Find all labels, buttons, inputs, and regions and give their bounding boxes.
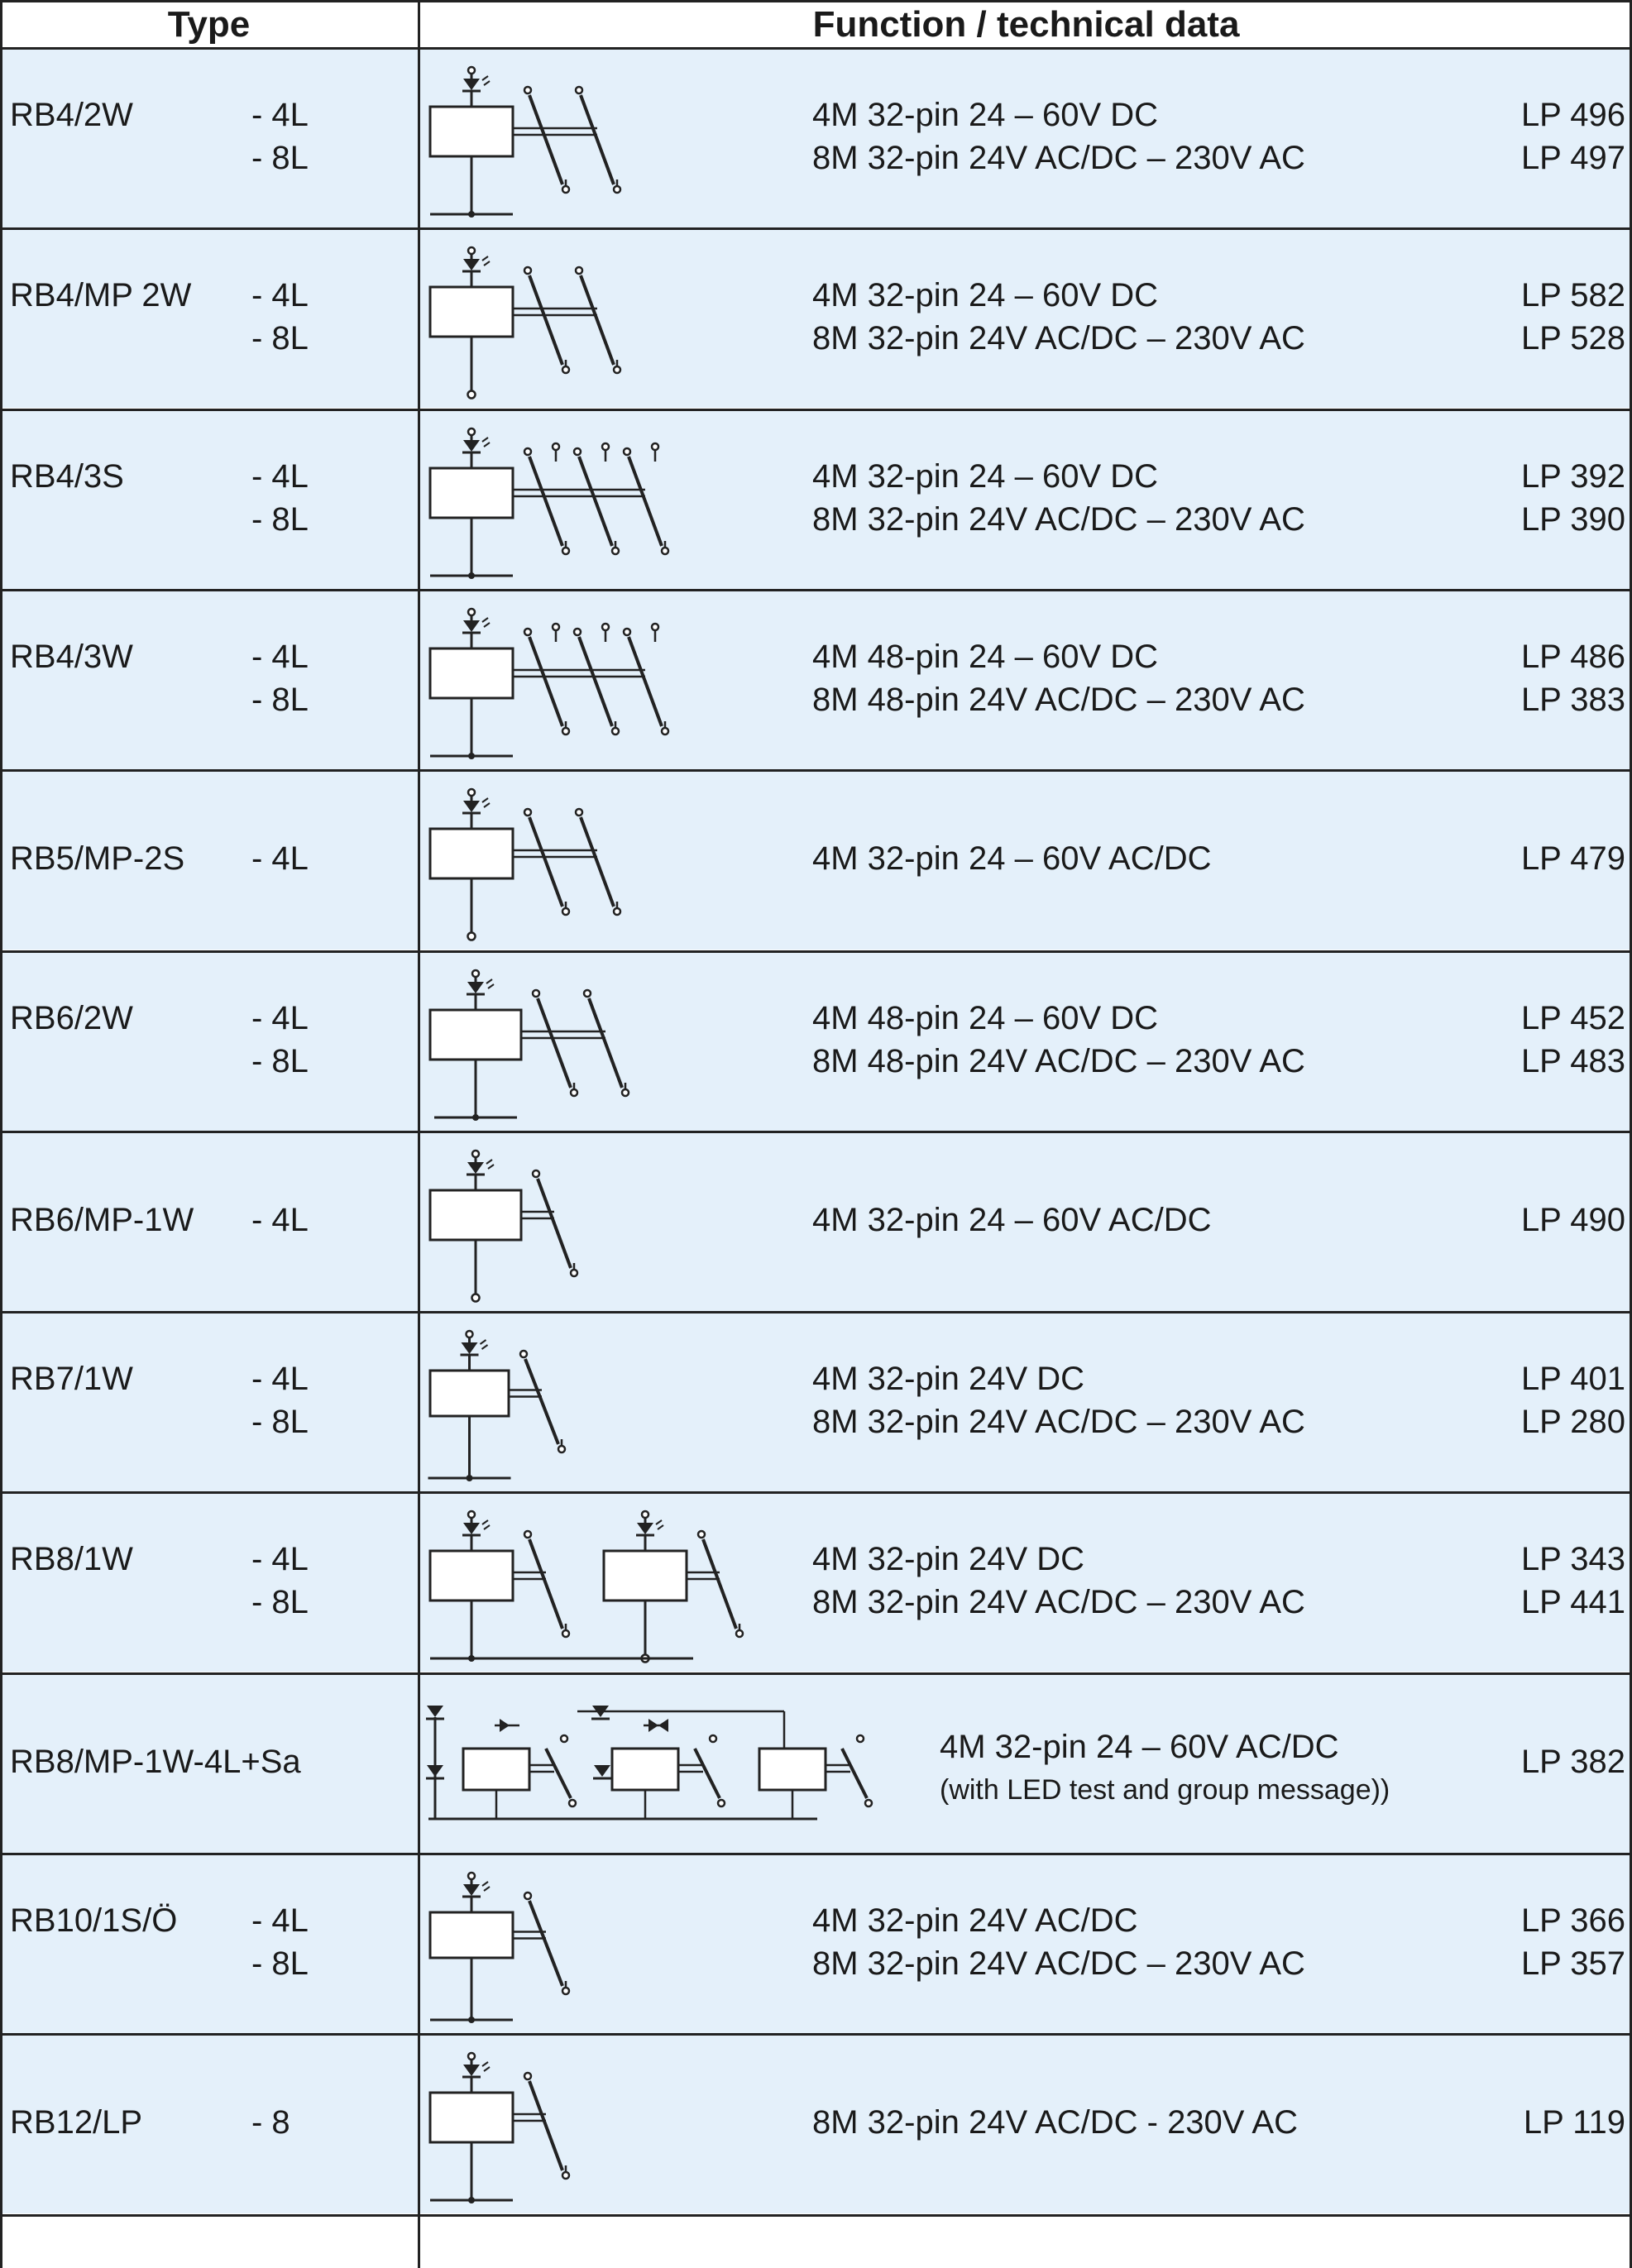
- spec-text: 4M 32-pin 24 – 60V AC/DC: [940, 1728, 1339, 1765]
- spec-text: 4M 32-pin 24 – 60V DC: [812, 277, 1159, 314]
- function-column-header: Function / technical data: [812, 4, 1240, 45]
- row-divider: [0, 1131, 1632, 1133]
- spec-text: 4M 32-pin 24 – 60V DC: [812, 457, 1159, 495]
- function-cell: [420, 591, 1632, 769]
- type-cell: [0, 229, 418, 408]
- spec-text: 8M 48-pin 24V AC/DC – 230V AC: [812, 1042, 1305, 1079]
- table-header: [0, 0, 1632, 48]
- function-cell: [420, 410, 1632, 589]
- function-cell: [420, 229, 1632, 408]
- type-cell: [0, 1493, 418, 1672]
- function-cell: [420, 771, 1632, 950]
- spec-text: 4M 32-pin 24 – 60V DC: [812, 97, 1159, 133]
- spec-text: 4M 32-pin 24V DC: [812, 1541, 1085, 1578]
- type-cell: [0, 1854, 418, 2033]
- variant-label: - 8L: [251, 1042, 309, 1079]
- spec-text: 4M 32-pin 24 – 60V AC/DC: [812, 840, 1212, 878]
- spec-text: 8M 32-pin 24V AC/DC – 230V AC: [812, 1404, 1305, 1441]
- row-divider: [0, 769, 1632, 772]
- type-name: RB4/2W: [10, 97, 133, 133]
- type-cell: [0, 49, 418, 227]
- relay-circuit-diagram: [420, 1674, 883, 1853]
- variant-label: - 4L: [251, 457, 309, 495]
- variant-label: - 4L: [251, 1201, 309, 1238]
- row-divider: [0, 950, 1632, 953]
- variant-label: - 4L: [251, 840, 309, 878]
- type-name: RB10/1S/Ö: [10, 1902, 178, 1939]
- lp-number: LP 366: [1520, 1902, 1625, 1939]
- type-name: RB12/LP: [10, 2104, 143, 2141]
- table-row: [0, 591, 1632, 769]
- variant-label: - 4L: [251, 97, 309, 133]
- table-row: [0, 1132, 1632, 1311]
- type-cell: [0, 952, 418, 1131]
- variant-label: - 4L: [251, 638, 309, 675]
- spec-text: 8M 32-pin 24V AC/DC – 230V AC: [812, 140, 1305, 176]
- function-cell: [420, 1493, 1632, 1672]
- type-name: RB4/3W: [10, 638, 133, 675]
- spec-text: 4M 48-pin 24 – 60V DC: [812, 638, 1159, 675]
- variant-label: - 8L: [251, 681, 309, 718]
- variant-label: - 4L: [251, 1361, 309, 1398]
- spec-text: 8M 32-pin 24V AC/DC – 230V AC: [812, 320, 1305, 357]
- row-divider: [0, 0, 1632, 2]
- lp-number: LP 343: [1520, 1541, 1625, 1578]
- function-cell: [420, 1313, 1632, 1491]
- type-cell: [0, 1313, 418, 1491]
- type-name: RB6/MP-1W: [10, 1201, 194, 1238]
- spec-text: 8M 32-pin 24V AC/DC – 230V AC: [812, 1584, 1305, 1621]
- lp-number: LP 401: [1520, 1361, 1625, 1398]
- function-cell: [420, 49, 1632, 227]
- type-name: RB4/3S: [10, 457, 124, 495]
- lp-number: LP 483: [1520, 1042, 1625, 1079]
- table-row: [0, 2035, 1632, 2213]
- variant-label: - 8L: [251, 1584, 309, 1621]
- lp-number: LP 496: [1520, 97, 1625, 133]
- variant-label: - 4L: [251, 277, 309, 314]
- type-name: RB8/MP-1W-4L+Sa: [10, 1743, 301, 1780]
- variant-label: - 8L: [251, 1945, 309, 1982]
- row-divider: [0, 1311, 1632, 1313]
- lp-number: LP 119: [1523, 2104, 1625, 2141]
- row-divider: [0, 2214, 1632, 2217]
- spec-note: (with LED test and group message)): [940, 1773, 1390, 1806]
- spec-text: 8M 32-pin 24V AC/DC - 230V AC: [812, 2104, 1298, 2141]
- lp-number: LP 528: [1520, 320, 1625, 357]
- lp-number: LP 382: [1520, 1743, 1625, 1780]
- spec-text: 8M 32-pin 24V AC/DC – 230V AC: [812, 500, 1305, 538]
- lp-number: LP 497: [1520, 140, 1625, 176]
- lp-number: LP 452: [1520, 999, 1625, 1036]
- lp-number: LP 486: [1520, 638, 1625, 675]
- table-row: [0, 1854, 1632, 2033]
- function-cell: [420, 1132, 1632, 1311]
- variant-label: - 8L: [251, 1404, 309, 1441]
- type-column-header: Type: [167, 4, 251, 45]
- type-name: RB6/2W: [10, 999, 133, 1036]
- function-cell: [420, 952, 1632, 1131]
- variant-label: - 4L: [251, 1541, 309, 1578]
- variant-label: - 4L: [251, 1902, 309, 1939]
- lp-number: LP 390: [1520, 500, 1625, 538]
- lp-number: LP 392: [1520, 457, 1625, 495]
- type-name: RB5/MP-2S: [10, 840, 185, 878]
- column-divider: [418, 0, 420, 2268]
- type-cell: [0, 591, 418, 769]
- lp-number: LP 582: [1520, 277, 1625, 314]
- variant-label: - 8L: [251, 140, 309, 176]
- variant-label: - 8: [251, 2104, 290, 2141]
- lp-number: LP 490: [1520, 1201, 1625, 1238]
- type-cell: [0, 1674, 418, 1853]
- table-row: [0, 771, 1632, 950]
- function-cell: [420, 1674, 1632, 1853]
- row-divider: [0, 1672, 1632, 1675]
- spec-text: 4M 48-pin 24 – 60V DC: [812, 999, 1159, 1036]
- table-row: [0, 229, 1632, 408]
- spec-text: 4M 32-pin 24V DC: [812, 1361, 1085, 1398]
- type-name: RB7/1W: [10, 1361, 133, 1398]
- variant-label: - 8L: [251, 320, 309, 357]
- lp-number: LP 280: [1520, 1404, 1625, 1441]
- variant-label: - 8L: [251, 500, 309, 538]
- table-row: [0, 1493, 1632, 1672]
- row-divider: [0, 409, 1632, 411]
- row-divider: [0, 589, 1632, 591]
- type-name: RB4/MP 2W: [10, 277, 192, 314]
- lp-number: LP 479: [1520, 840, 1625, 878]
- row-divider: [0, 1853, 1632, 1855]
- row-divider: [0, 2033, 1632, 2036]
- lp-number: LP 357: [1520, 1945, 1625, 1982]
- table-row: [0, 1674, 1632, 1853]
- table-row: [0, 952, 1632, 1131]
- type-cell: [0, 771, 418, 950]
- type-name: RB8/1W: [10, 1541, 133, 1578]
- row-divider: [0, 47, 1632, 50]
- spec-text: 8M 48-pin 24V AC/DC – 230V AC: [812, 681, 1305, 718]
- lp-number: LP 441: [1520, 1584, 1625, 1621]
- type-cell: [0, 410, 418, 589]
- spec-text: 8M 32-pin 24V AC/DC – 230V AC: [812, 1945, 1305, 1982]
- type-cell: [0, 1132, 418, 1311]
- spec-text: 4M 32-pin 24V AC/DC: [812, 1902, 1138, 1939]
- table-row: [0, 410, 1632, 589]
- lp-number: LP 383: [1520, 681, 1625, 718]
- spec-text: 4M 32-pin 24 – 60V AC/DC: [812, 1201, 1212, 1238]
- table-row: [0, 1313, 1632, 1491]
- variant-label: - 4L: [251, 999, 309, 1036]
- table-row: [0, 49, 1632, 227]
- type-cell: [0, 2035, 418, 2213]
- function-cell: [420, 2035, 1632, 2213]
- row-divider: [0, 1491, 1632, 1494]
- function-cell: [420, 1854, 1632, 2033]
- column-divider: [0, 0, 2, 2268]
- row-divider: [0, 227, 1632, 230]
